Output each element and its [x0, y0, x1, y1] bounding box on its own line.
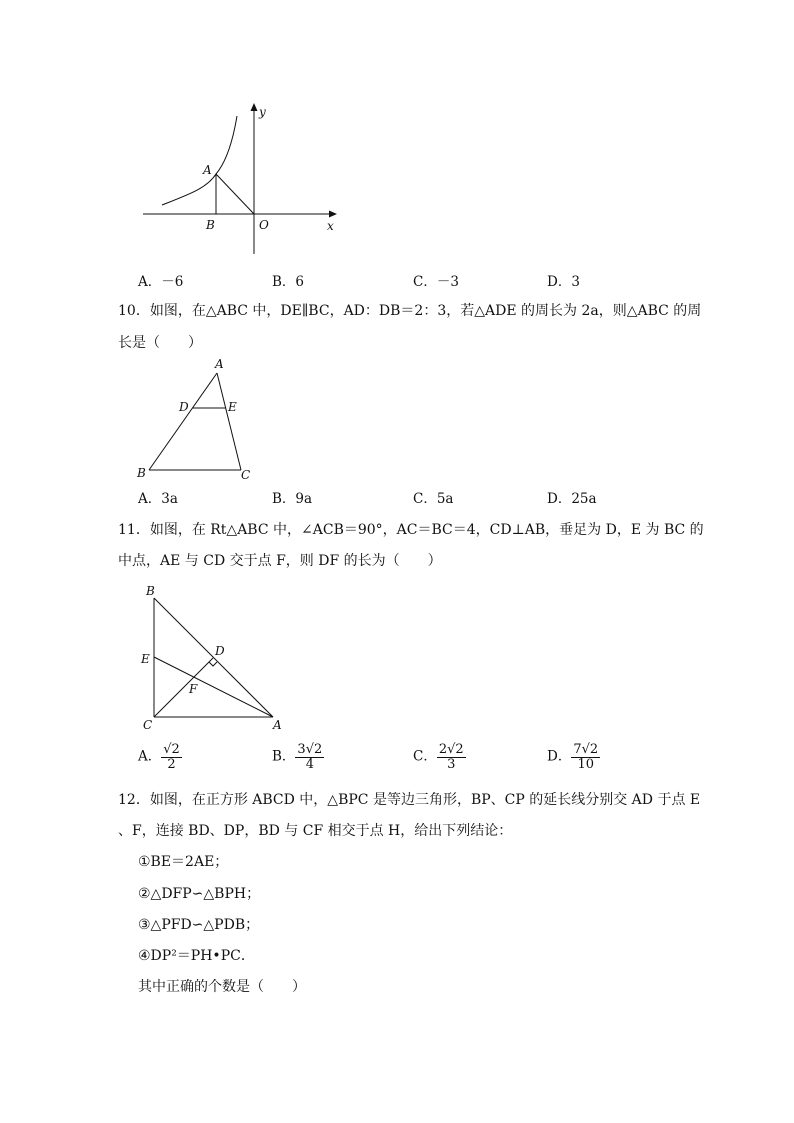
fraction [161, 743, 182, 771]
label-x: x [327, 219, 334, 233]
q12-text-line1: 12．如图，在正方形 ABCD 中，△BPC 是等边三角形，BP、CP 的延长线分别交 AD 于点 E [118, 792, 701, 808]
q10-option-a: A．3a [138, 491, 178, 507]
q10-text-line2: 长是（ ） [118, 335, 202, 351]
denominator: 2 [167, 756, 176, 772]
label-e: E [141, 652, 150, 666]
label-e: E [228, 400, 237, 414]
label-a: A [273, 718, 282, 732]
numerator: 2√2 [438, 742, 464, 757]
segment-cd [154, 658, 213, 717]
numerator: 7√2 [573, 742, 599, 757]
q11-option-b [272, 743, 324, 771]
fraction [437, 743, 466, 771]
denominator: 10 [577, 756, 595, 772]
numerator: 3√2 [297, 742, 323, 757]
fraction [571, 743, 600, 771]
label-d: D [215, 644, 225, 658]
q11-text-line1: 11．如图，在 Rt△ABC 中，∠ACB＝90°，AC＝BC＝4，CD⊥AB，垂足为 D，E 为 BC 的 [118, 522, 704, 538]
label-b: B [206, 218, 215, 232]
q11-figure [135, 580, 295, 735]
right-angle-mark [209, 662, 217, 666]
label-y: y [259, 105, 266, 119]
q12-text-line2: 、F，连接 BD、DP，BD 与 CF 相交于点 H，给出下列结论： [118, 823, 513, 839]
q10-figure [135, 355, 265, 485]
numerator: √2 [163, 742, 180, 757]
denominator: 3 [447, 756, 456, 772]
q10-option-c: C．5a [413, 491, 454, 507]
option-letter: A． [138, 748, 162, 765]
q12-conclusion-2: ②△DFP∽△BPH； [138, 886, 261, 902]
y-axis-arrow [251, 103, 258, 111]
q12-conclusion-4: ④DP²＝PH•PC． [138, 948, 255, 964]
label-a: A [215, 357, 224, 371]
denominator: 4 [305, 756, 314, 772]
q12-conclusion-3: ③△PFD∽△PDB； [138, 917, 260, 933]
q11-option-a [138, 743, 182, 771]
label-c: C [143, 718, 153, 732]
q10-option-d: D．25a [547, 491, 597, 507]
label-f: F [189, 682, 198, 696]
option-letter: B． [272, 748, 296, 765]
segment-ab [149, 373, 217, 470]
q10-option-b: B．9a [272, 491, 313, 507]
label-d: D [179, 400, 189, 414]
q9-option-d: D．3 [547, 274, 580, 290]
q11-option-d [547, 743, 600, 771]
fraction [295, 743, 324, 771]
q9-figure [135, 98, 345, 258]
x-axis-arrow [329, 211, 337, 218]
q11-option-c [413, 743, 466, 771]
label-o: O [259, 218, 269, 232]
segment-ao [216, 174, 254, 214]
q9-option-c: C．－3 [413, 274, 459, 290]
option-letter: C． [413, 748, 437, 765]
q12-conclusion-1: ①BE＝2AE； [138, 854, 229, 870]
q12-question: 其中正确的个数是（ ） [138, 979, 306, 995]
label-c: C [241, 468, 251, 482]
q11-text-line2: 中点，AE 与 CD 交于点 F，则 DF 的长为（ ） [118, 553, 442, 569]
q9-option-a: A．－6 [138, 274, 184, 290]
label-b: B [146, 584, 155, 598]
option-letter: D． [547, 748, 572, 765]
hyperbola-curve [162, 116, 237, 205]
q10-text-line1: 10．如图，在△ABC 中，DE∥BC，AD：DB＝2：3，若△ADE 的周长为 2a，则△ABC 的周 [118, 303, 702, 319]
segment-ac [217, 373, 241, 470]
q9-option-b: B．6 [272, 274, 305, 290]
label-b: B [137, 466, 146, 480]
label-a: A [203, 163, 212, 177]
